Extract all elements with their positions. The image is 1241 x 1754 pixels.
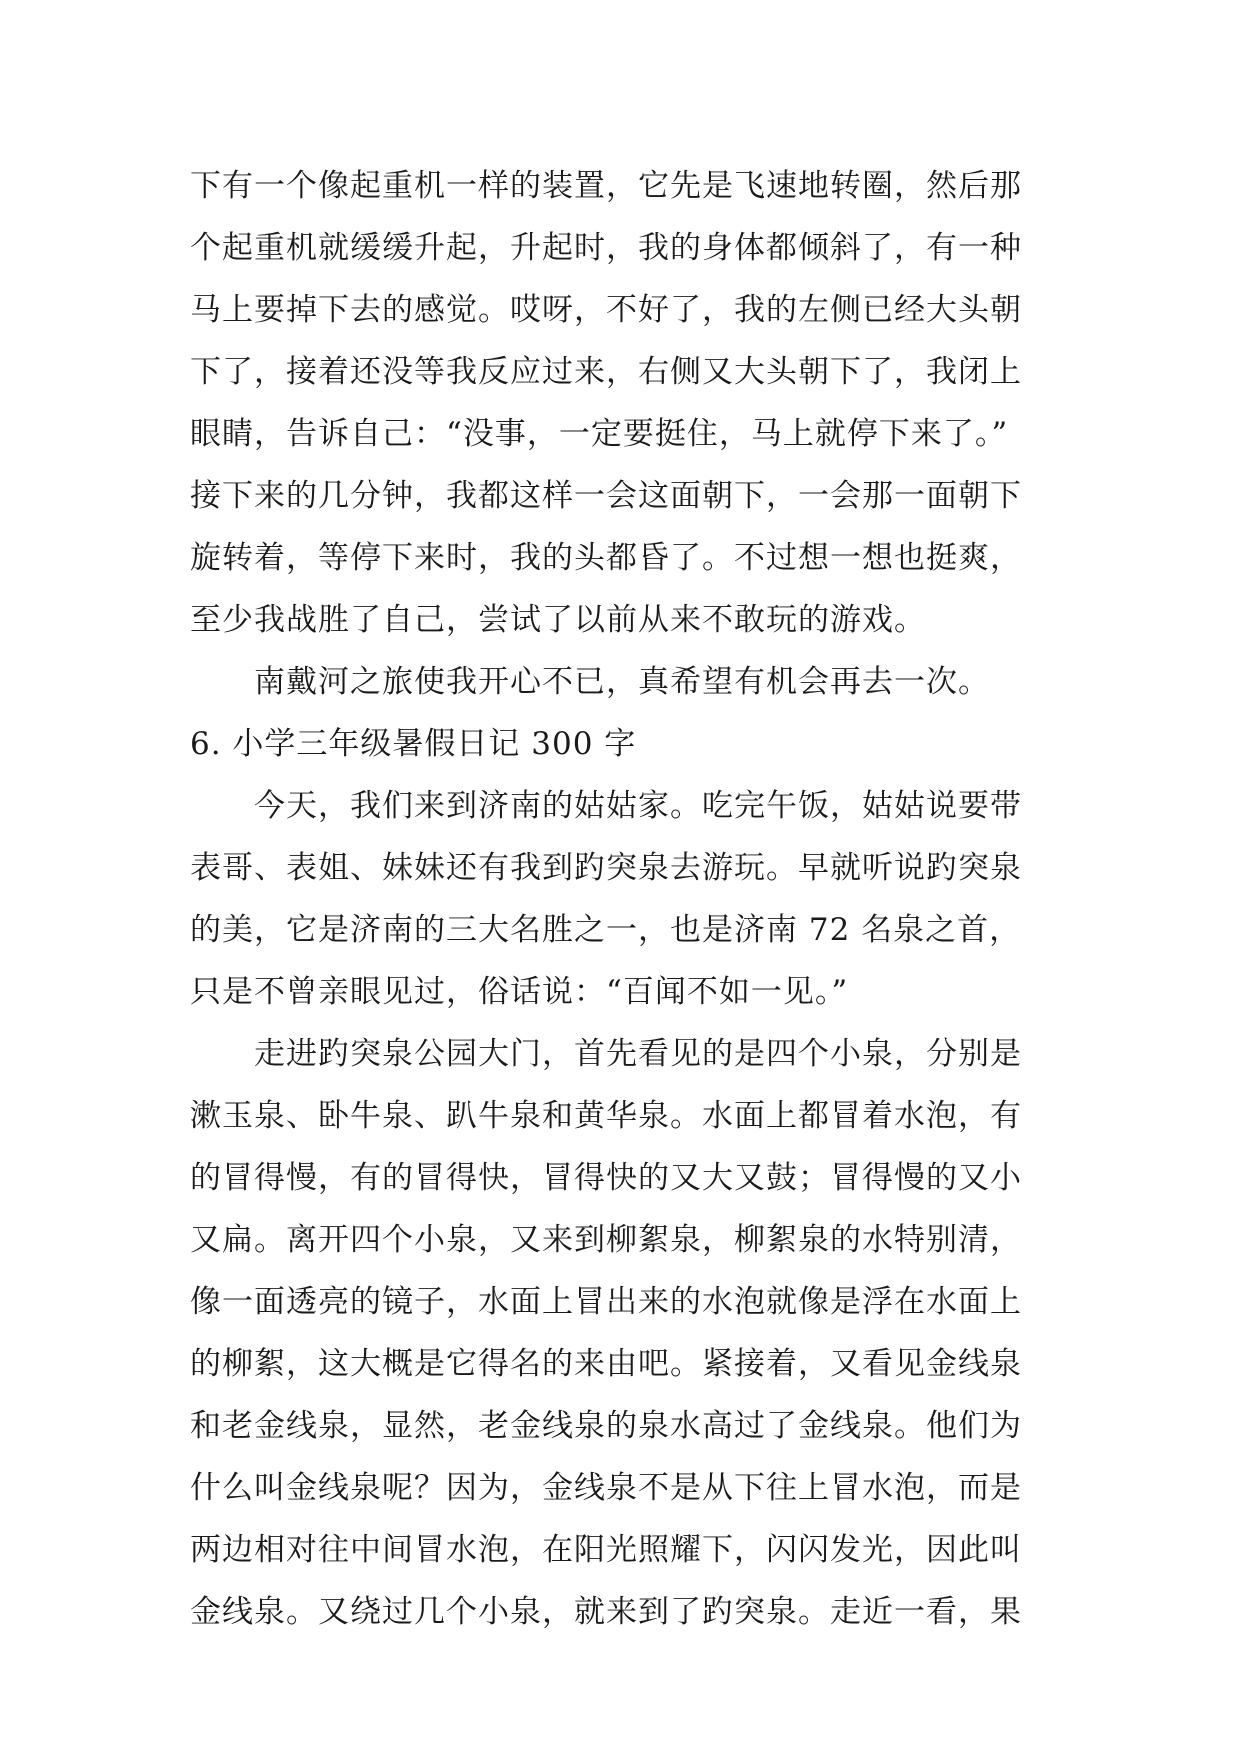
text-line: 旋转着，等停下来时，我的头都昏了。不过想一想也挺爽， [190, 540, 1022, 576]
text-line: 的柳絮，这大概是它得名的来由吧。紧接着，又看见金线泉 [190, 1346, 1022, 1382]
text-line: 的美，它是济南的三大名胜之一，也是济南 72 名泉之首， [190, 912, 1022, 948]
paragraph-first-line: 南戴河之旅使我开心不已，真希望有机会再去一次。 [254, 664, 990, 700]
text-line: 表哥、表姐、妹妹还有我到趵突泉去游玩。早就听说趵突泉 [190, 850, 1022, 886]
text-line: 两边相对往中间冒水泡，在阳光照耀下，闪闪发光，因此叫 [190, 1532, 1022, 1568]
paragraph-first-line: 今天，我们来到济南的姑姑家。吃完午饭，姑姑说要带 [254, 788, 1022, 824]
text-line: 的冒得慢，有的冒得快，冒得快的又大又鼓；冒得慢的又小 [190, 1160, 1022, 1196]
section-heading: 6. 小学三年级暑假日记 300 字 [190, 726, 637, 762]
text-line: 接下来的几分钟，我都这样一会这面朝下，一会那一面朝下 [190, 478, 1022, 514]
text-line: 和老金线泉，显然，老金线泉的泉水高过了金线泉。他们为 [190, 1408, 1022, 1444]
paragraph-first-line: 走进趵突泉公园大门，首先看见的是四个小泉，分别是 [254, 1036, 1022, 1072]
document-body [190, 155, 1070, 1643]
text-line: 下有一个像起重机一样的装置，它先是飞速地转圈，然后那 [190, 168, 1022, 204]
text-line: 像一面透亮的镜子，水面上冒出来的水泡就像是浮在水面上 [190, 1284, 1022, 1320]
text-line: 什么叫金线泉呢？因为，金线泉不是从下往上冒水泡，而是 [190, 1470, 1022, 1506]
text-line: 个起重机就缓缓升起，升起时，我的身体都倾斜了，有一种 [190, 230, 1022, 266]
text-line: 马上要掉下去的感觉。哎呀，不好了，我的左侧已经大头朝 [190, 292, 1022, 328]
text-line: 金线泉。又绕过几个小泉，就来到了趵突泉。走近一看，果 [190, 1594, 1022, 1630]
text-line: 至少我战胜了自己，尝试了以前从来不敢玩的游戏。 [190, 602, 926, 638]
text-line: 眼睛，告诉自己：“没事，一定要挺住，马上就停下来了。” [190, 416, 1009, 452]
text-line: 只是不曾亲眼见过，俗话说：“百闻不如一见。” [190, 974, 849, 1010]
text-line: 又扁。离开四个小泉，又来到柳絮泉，柳絮泉的水特别清， [190, 1222, 1022, 1258]
text-line: 漱玉泉、卧牛泉、趴牛泉和黄华泉。水面上都冒着水泡，有 [190, 1098, 1022, 1134]
text-line: 下了，接着还没等我反应过来，右侧又大头朝下了，我闭上 [190, 354, 1022, 390]
